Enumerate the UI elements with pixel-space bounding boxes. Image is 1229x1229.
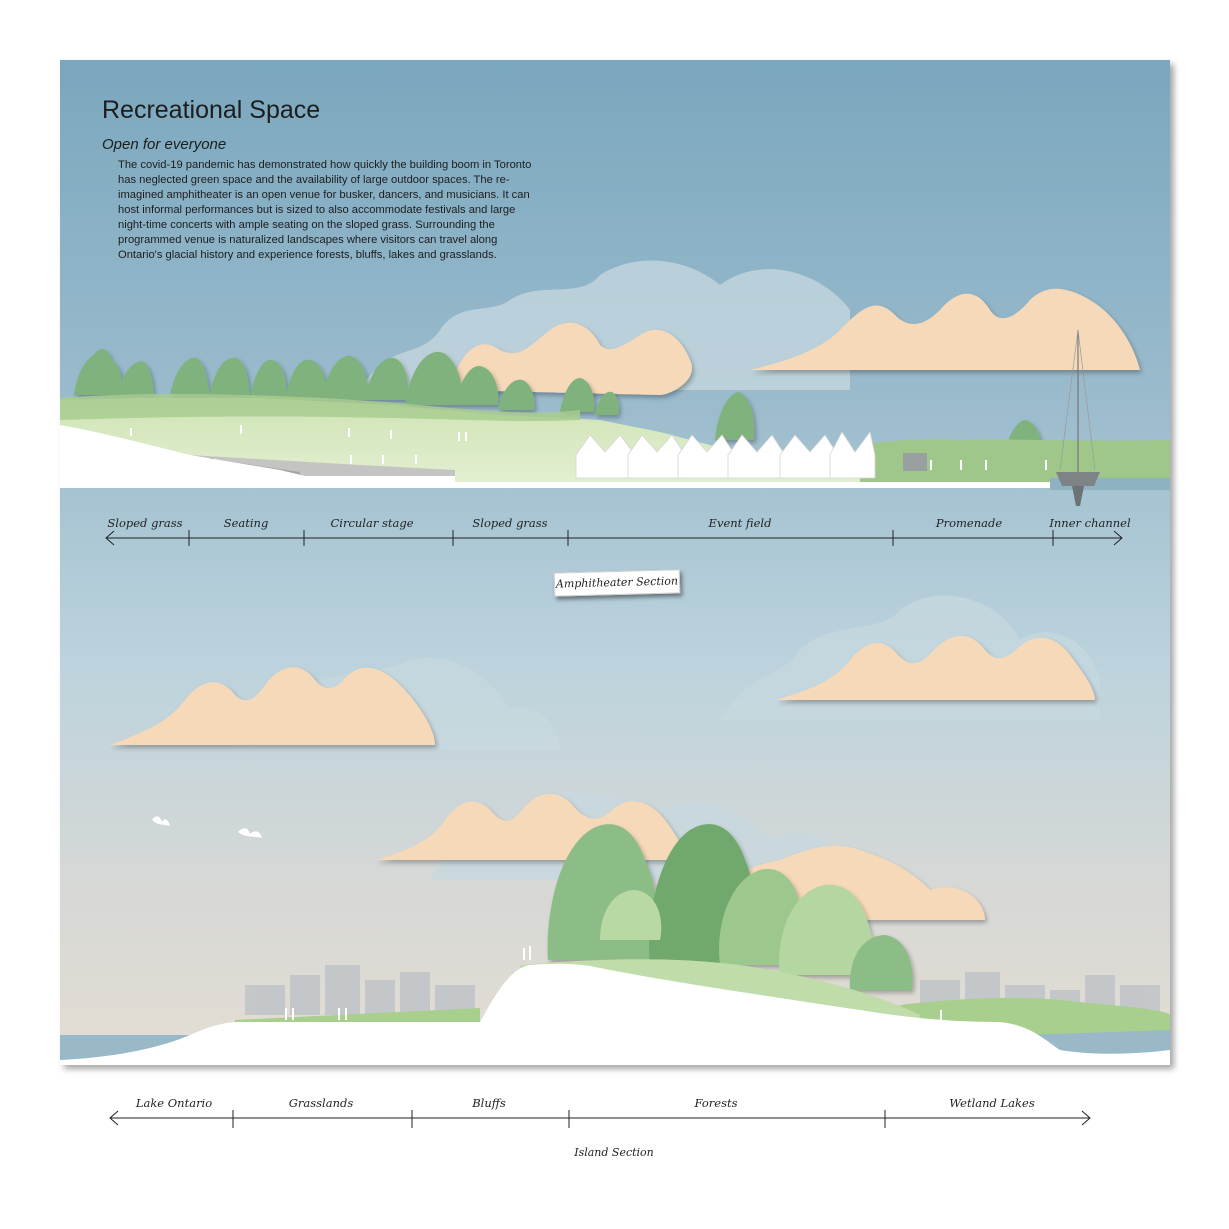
island-zone-label: Forests [694,1096,738,1110]
amphitheater-zone-label: Promenade [935,516,1003,530]
island-zone-label: Wetland Lakes [949,1096,1035,1110]
amphitheater-zone-label: Inner channel [1049,516,1131,530]
amphitheater-section-caption: Amphitheater Section [554,569,681,596]
amphitheater-zone-label: Sloped grass [107,516,183,530]
island-zone-label: Grasslands [288,1096,354,1110]
island-zone-label: Lake Ontario [135,1096,213,1110]
description-paragraph: The covid-19 pandemic has demonstrated how quickly the building boom in Toronto has neglected green space and the availability of large outdoor spaces. The re-imagined amphitheater is an open venue for busker, dancers, and musicians. It can host informal performances but is sized to also accommodate festivals and large night-time concerts with ample seating on the sloped grass. Surrounding the programmed venue is naturalized landscapes where visitors can travel along Ontario's glacial history and experience forests, bluffs, lakes and grasslands. [118,159,532,261]
island-zone-label: Bluffs [472,1096,506,1110]
amphitheater-zone-label: Circular stage [330,516,414,530]
amphitheater-zone-label: Seating [223,516,269,530]
amphitheater-zone-label: Sloped grass [472,516,548,530]
page-subtitle: Open for everyone [102,136,227,153]
amphitheater-zone-label: Event field [708,516,772,530]
island-section-caption: Island Section [574,1146,654,1159]
page-title: Recreational Space [102,96,321,124]
